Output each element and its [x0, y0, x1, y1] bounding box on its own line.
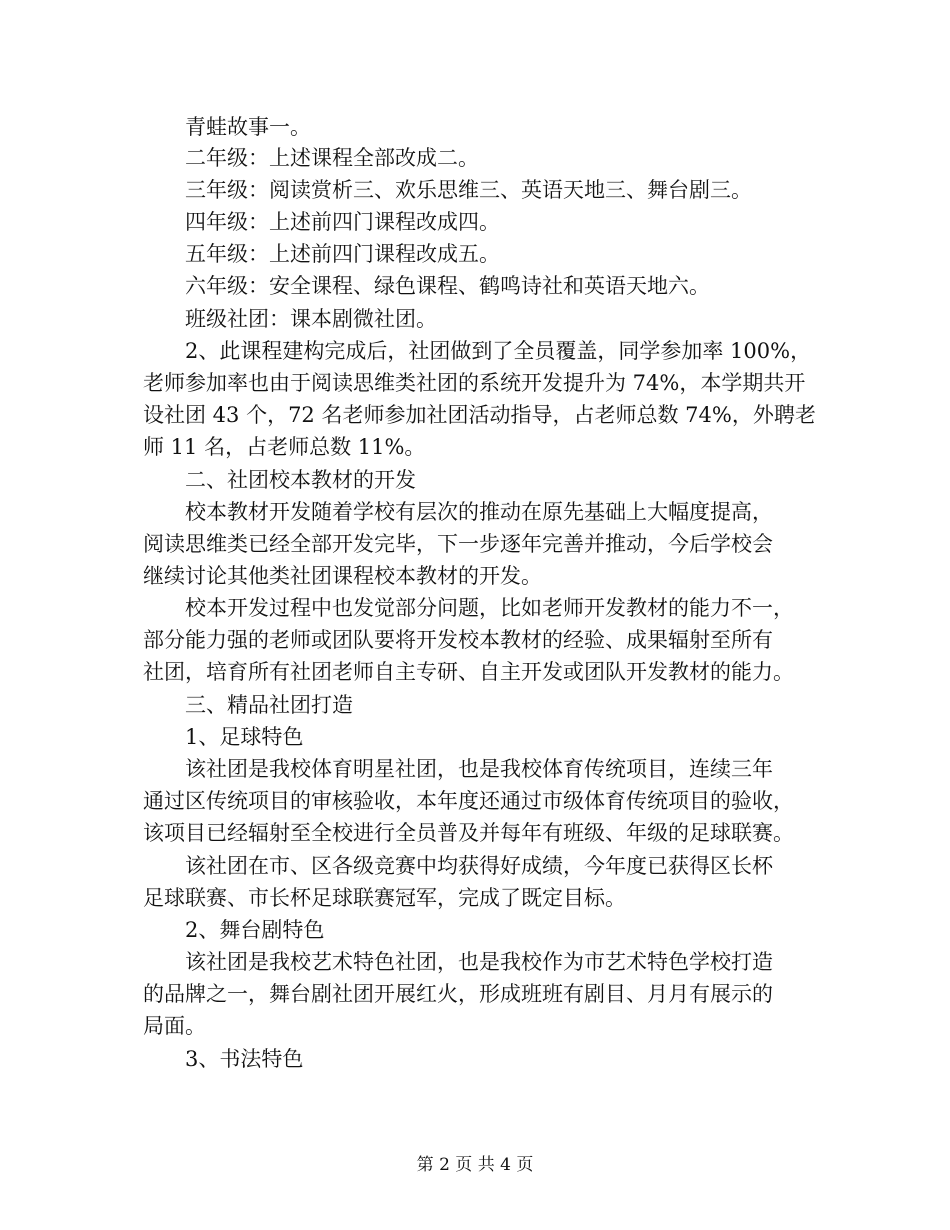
text-line: 三年级：阅读赏析三、欢乐思维三、英语天地三、舞台剧三。: [185, 178, 752, 202]
text-line: 青蛙故事一。: [185, 115, 311, 139]
text-line: 阅读思维类已经全部开发完毕，下一步逐年完善并推动，今后学校会: [143, 532, 773, 556]
text-line: 校本教材开发随着学校有层次的推动在原先基础上大幅度提高，: [185, 500, 773, 524]
text-line: 部分能力强的老师或团队要将开发校本教材的经验、成果辐射至所有: [143, 628, 773, 652]
text-line: 社团，培育所有社团老师自主专研、自主开发或团队开发教材的能力。: [143, 660, 794, 684]
text-line: 老师参加率也由于阅读思维类社团的系统开发提升为 74%，本学期共开: [143, 371, 806, 395]
text-line: 2、此课程建构完成后，社团做到了全员覆盖，同学参加率 100%，: [185, 339, 812, 363]
text-line: 该项目已经辐射至全校进行全员普及并每年有班级、年级的足球联赛。: [143, 821, 794, 845]
text-line: 师 11 名，占老师总数 11%。: [143, 435, 426, 459]
text-line: 该社团在市、区各级竞赛中均获得好成绩，今年度已获得区长杯: [185, 854, 773, 878]
text-line: 班级社团：课本剧微社团。: [185, 307, 437, 331]
text-line: 六年级：安全课程、绿色课程、鹤鸣诗社和英语天地六。: [185, 274, 710, 298]
text-line: 设社团 43 个，72 名老师参加社团活动指导，占老师总数 74%，外聘老: [143, 403, 816, 427]
text-line: 的品牌之一，舞台剧社团开展红火，形成班班有剧目、月月有展示的: [143, 982, 773, 1006]
page-footer: 第 2 页 共 4 页: [416, 1155, 534, 1175]
text-line: 该社团是我校体育明星社团，也是我校体育传统项目，连续三年: [185, 757, 773, 781]
text-line: 三、精品社团打造: [185, 693, 353, 717]
text-line: 1、足球特色: [185, 725, 304, 749]
text-line: 五年级：上述前四门课程改成五。: [185, 242, 500, 266]
text-line: 校本开发过程中也发觉部分问题，比如老师开发教材的能力不一，: [185, 596, 794, 620]
text-line: 3、书法特色: [185, 1047, 304, 1071]
text-line: 二、社团校本教材的开发: [185, 468, 416, 492]
text-line: 局面。: [143, 1014, 206, 1038]
text-line: 足球联赛、市长杯足球联赛冠军，完成了既定目标。: [143, 886, 626, 910]
text-line: 四年级：上述前四门课程改成四。: [185, 210, 500, 234]
text-line: 二年级：上述课程全部改成二。: [185, 146, 479, 170]
text-line: 2、舞台剧特色: [185, 918, 325, 942]
text-line: 该社团是我校艺术特色社团，也是我校作为市艺术特色学校打造: [185, 950, 773, 974]
text-line: 通过区传统项目的审核验收，本年度还通过市级体育传统项目的验收，: [143, 789, 794, 813]
text-line: 继续讨论其他类社团课程校本教材的开发。: [143, 564, 542, 588]
